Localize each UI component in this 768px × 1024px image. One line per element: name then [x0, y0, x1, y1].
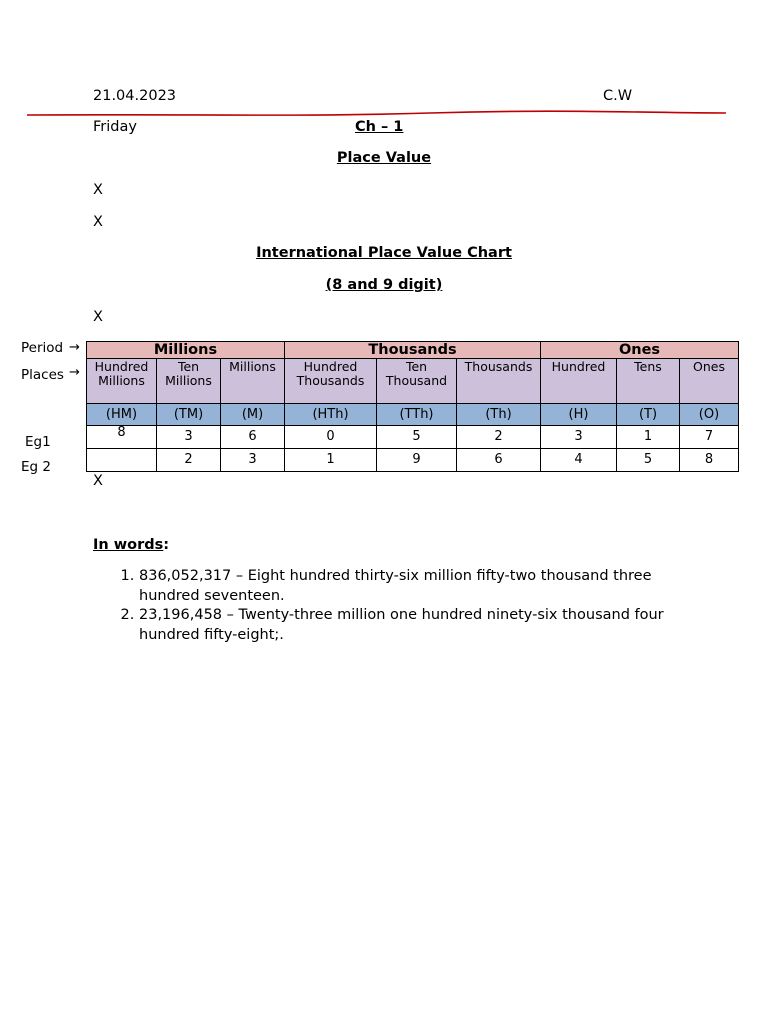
digit-cell: 6 — [221, 426, 285, 449]
place-cell: Hundred Millions — [87, 359, 157, 404]
places-label: Places — [21, 367, 64, 383]
abbr-cell: (TTh) — [377, 404, 457, 426]
places-arrow-icon: → — [69, 365, 80, 380]
place-cell: Millions — [221, 359, 285, 404]
classwork-tag: C.W — [603, 88, 633, 104]
in-words-colon: : — [163, 537, 170, 553]
period-row — [87, 342, 739, 359]
digit-cell: 4 — [541, 449, 617, 472]
place-cell: Hundred — [541, 359, 617, 404]
example-row-2 — [87, 449, 739, 472]
digit-cell: 0 — [285, 426, 377, 449]
place-value-chart — [86, 341, 739, 472]
digit-cell: 9 — [377, 449, 457, 472]
period-arrow-icon: → — [69, 340, 80, 355]
mark-x-4: X — [93, 473, 103, 489]
chart-subheading: (8 and 9 digit) — [325, 277, 443, 293]
abbr-cell: (HM) — [87, 404, 157, 426]
chapter-title: Ch – 1 — [355, 119, 404, 135]
place-cell: Hundred Thousands — [285, 359, 377, 404]
abbr-cell: (TM) — [157, 404, 221, 426]
mark-x-2: X — [93, 214, 103, 230]
digit-cell: 5 — [617, 449, 680, 472]
abbreviation-row — [87, 404, 739, 426]
digit-cell: 1 — [617, 426, 680, 449]
chart-heading: International Place Value Chart — [256, 245, 512, 261]
abbr-cell: (M) — [221, 404, 285, 426]
period-cell: Thousands — [285, 342, 541, 359]
digit-cell: 2 — [457, 426, 541, 449]
in-words-heading-text: In words — [93, 537, 164, 553]
place-cell: Ten Millions — [157, 359, 221, 404]
in-words-list — [93, 567, 699, 645]
page-title: Place Value — [336, 150, 432, 166]
eg1-label: Eg1 — [25, 434, 51, 450]
in-words-heading — [93, 537, 169, 553]
header-rule — [0, 0, 768, 130]
list-item: 1. 836,052,317 – Eight hundred thirty-six million fifty-two thousand three hundred seventeen. — [139, 567, 699, 606]
digit-cell: 7 — [680, 426, 739, 449]
digit-cell: 1 — [285, 449, 377, 472]
digit-cell: 6 — [457, 449, 541, 472]
eg2-label: Eg 2 — [21, 459, 51, 475]
example-row-1 — [87, 426, 739, 449]
digit-cell: 2 — [157, 449, 221, 472]
places-row — [87, 359, 739, 404]
period-cell: Ones — [541, 342, 739, 359]
abbr-cell: (HTh) — [285, 404, 377, 426]
digit-cell: 3 — [541, 426, 617, 449]
abbr-cell: (T) — [617, 404, 680, 426]
place-cell: Ones — [680, 359, 739, 404]
digit-cell — [87, 449, 157, 472]
abbr-cell: (H) — [541, 404, 617, 426]
mark-x-3: X — [93, 309, 103, 325]
day: Friday — [93, 119, 137, 135]
date: 21.04.2023 — [93, 88, 177, 104]
digit-cell: 8 — [680, 449, 739, 472]
digit-cell: 8 — [87, 426, 157, 449]
place-cell: Thousands — [457, 359, 541, 404]
place-cell: Tens — [617, 359, 680, 404]
digit-cell: 3 — [221, 449, 285, 472]
list-item: 2. 23,196,458 – Twenty-three million one hundred ninety-six thousand four hundred fifty-eight;. — [139, 606, 699, 645]
place-cell: Ten Thousand — [377, 359, 457, 404]
digit-cell: 5 — [377, 426, 457, 449]
mark-x-1: X — [93, 182, 103, 198]
digit-cell: 3 — [157, 426, 221, 449]
abbr-cell: (Th) — [457, 404, 541, 426]
period-label: Period — [21, 340, 64, 356]
period-cell: Millions — [87, 342, 285, 359]
abbr-cell: (O) — [680, 404, 739, 426]
